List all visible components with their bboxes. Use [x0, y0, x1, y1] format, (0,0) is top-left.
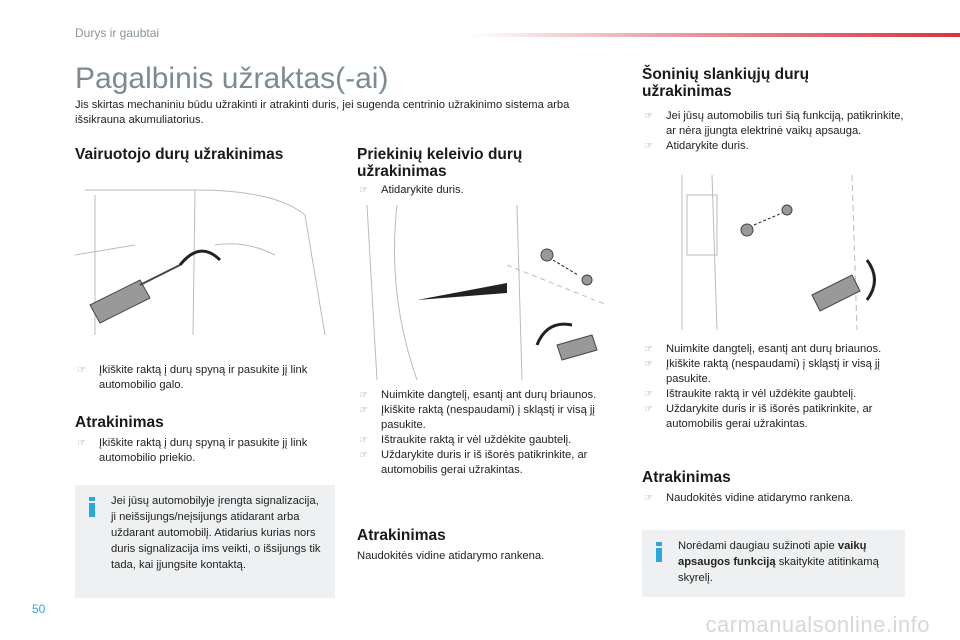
driver-unlock-steps	[75, 436, 335, 466]
list-item: ☞ Atidarykite duris.	[644, 140, 749, 152]
info-icon	[89, 497, 95, 517]
watermark: carmanualsonline.info	[705, 612, 930, 637]
list-item: ☞ Įkiškite raktą (nespaudami) į skląstį ir visą jį pasukite.	[644, 358, 880, 385]
passenger-door-heading: Priekinių keleivio durų užrakinimas	[357, 146, 523, 180]
sliding-door-illustration	[642, 175, 905, 330]
pointing-hand-icon: ☞	[359, 450, 368, 461]
section-header: Durys ir gaubtai	[75, 26, 160, 40]
sliding-door-heading: Šoninių slankiųjų durų užrakinimas	[642, 66, 810, 100]
list-item: ☞ Uždarykite duris ir iš išorės patikrinkite, ar automobilis gerai užrakintas.	[359, 449, 588, 476]
child-safety-info-box: Norėdami daugiau sužinoti apie vaikų apsaugos funkciją skaitykite atitinkamą skyrelį.	[642, 530, 905, 597]
col2-unlock-text: Naudokitės vidine atidarymo rankena.	[357, 550, 545, 562]
list-item: ☞ Uždarykite duris ir iš išorės patikrinkite, ar automobilis gerai užrakintas.	[644, 403, 873, 430]
list-item: ☞ Įkiškite raktą (nespaudami) į skląstį ir visą jį pasukite.	[359, 404, 595, 431]
child-safety-link-text: vaikų apsaugos funkciją	[678, 540, 867, 568]
list-item: ☞ Atidarykite duris.	[359, 184, 464, 196]
pointing-hand-icon: ☞	[359, 390, 368, 401]
pointing-hand-icon: ☞	[359, 435, 368, 446]
list-item: ☞ Ištraukite raktą ir vėl uždėkite gaubtelį.	[644, 388, 857, 400]
pointing-hand-icon: ☞	[644, 344, 653, 355]
col2-unlock-heading: Atrakinimas	[357, 527, 446, 544]
list-item: ☞ Nuimkite dangtelį, esantį ant durų briaunos.	[644, 343, 882, 355]
pointing-hand-icon: ☞	[644, 111, 653, 122]
pointing-hand-icon: ☞	[644, 389, 653, 400]
col1-unlock-heading: Atrakinimas	[75, 414, 164, 431]
page-title: Pagalbinis užraktas(-ai)	[75, 62, 389, 95]
pointing-hand-icon: ☞	[77, 438, 86, 449]
passenger-pre-steps	[357, 183, 617, 198]
pointing-hand-icon: ☞	[644, 141, 653, 152]
driver-lock-steps	[75, 363, 335, 393]
sliding-unlock-steps	[642, 491, 907, 506]
passenger-door-illustration	[357, 205, 615, 380]
list-item: ☞ Įkiškite raktą į durų spyną ir pasukite jį link automobilio priekio.	[77, 437, 308, 464]
col3-unlock-heading: Atrakinimas	[642, 469, 731, 486]
list-item: ☞ Naudokitės vidine atidarymo rankena.	[644, 492, 854, 504]
sliding-pre-steps	[642, 109, 907, 154]
list-item: ☞ Ištraukite raktą ir vėl uždėkite gaubtelį.	[359, 434, 572, 446]
list-item: ☞ Jei jūsų automobilis turi šią funkciją, patikrinkite, ar nėra įjungta elektrinė vaikų apsauga.	[644, 110, 904, 137]
passenger-lock-steps	[357, 388, 622, 478]
header-rule	[470, 33, 960, 37]
sliding-lock-steps	[642, 342, 907, 432]
pointing-hand-icon: ☞	[359, 405, 368, 416]
pointing-hand-icon: ☞	[644, 493, 653, 504]
pointing-hand-icon: ☞	[359, 185, 368, 196]
pointing-hand-icon: ☞	[644, 359, 653, 370]
list-item: ☞ Įkiškite raktą į durų spyną ir pasukite jį link automobilio galo.	[77, 364, 308, 391]
driver-door-heading: Vairuotojo durų užrakinimas	[75, 146, 284, 163]
alarm-info-box: Jei jūsų automobilyje įrengta signalizacija, ji neišsijungs/neįsijungs atidarant arba uždarant automobilį. Atidarius kurias nors duris signalizacija ims veikti, o išsijungs tik tada, kai įjungsite kontaktą.	[75, 485, 335, 598]
driver-door-illustration	[75, 185, 335, 340]
page-number: 50	[32, 602, 46, 616]
pointing-hand-icon: ☞	[644, 404, 653, 415]
info-icon	[656, 542, 662, 562]
pointing-hand-icon: ☞	[77, 365, 86, 376]
intro-text: Jis skirtas mechaniniu būdu užrakinti ir atrakinti duris, jei sugenda centrinio užrakinimo sistema arba išsikrauna akumuliatorius.	[75, 99, 570, 126]
list-item: ☞ Nuimkite dangtelį, esantį ant durų briaunos.	[359, 389, 597, 401]
